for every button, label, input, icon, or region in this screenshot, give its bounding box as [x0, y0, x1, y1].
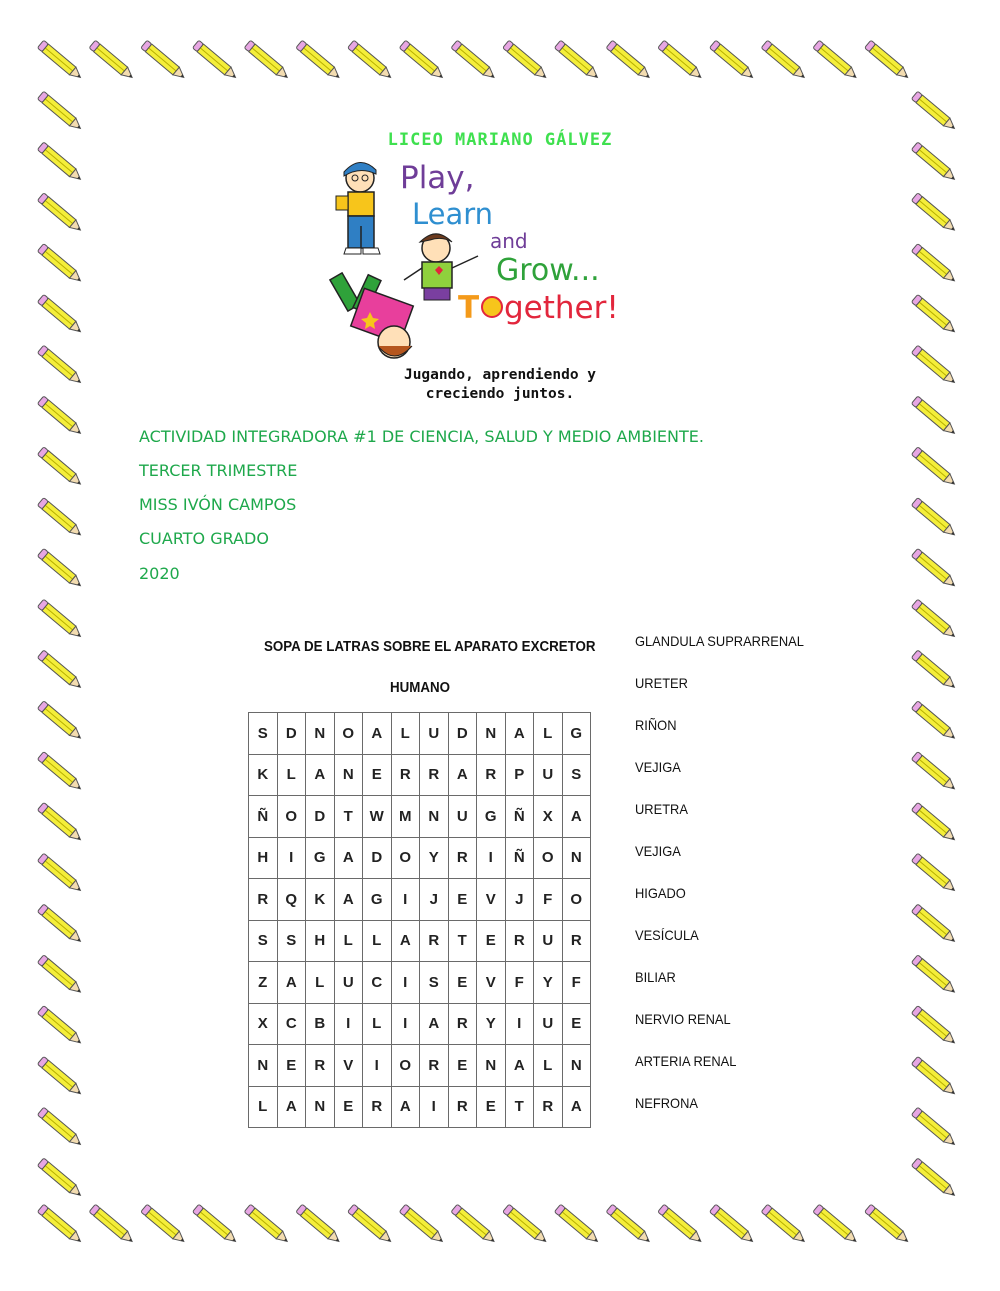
- grid-cell[interactable]: A: [334, 837, 363, 879]
- pencil-icon: [37, 1204, 83, 1245]
- grid-cell[interactable]: F: [562, 962, 591, 1004]
- pencil-icon: [399, 1204, 445, 1245]
- pencil-icon: [911, 802, 957, 843]
- grid-cell[interactable]: E: [448, 879, 477, 921]
- grid-cell[interactable]: C: [363, 962, 392, 1004]
- pencil-icon: [37, 853, 83, 894]
- grid-cell[interactable]: U: [448, 796, 477, 838]
- word-list-item: VEJIGA: [635, 843, 681, 859]
- word-list-item: BILIAR: [635, 969, 676, 985]
- pencil-icon: [911, 1006, 957, 1047]
- grid-cell[interactable]: I: [420, 1086, 449, 1128]
- grid-cell[interactable]: A: [505, 1045, 534, 1087]
- grid-cell[interactable]: E: [477, 920, 506, 962]
- grid-cell[interactable]: A: [448, 754, 477, 796]
- grid-cell[interactable]: R: [448, 1003, 477, 1045]
- grid-cell[interactable]: R: [306, 1045, 335, 1087]
- grid-cell[interactable]: E: [477, 1086, 506, 1128]
- pencil-icon: [606, 1204, 652, 1245]
- pencil-icon: [911, 650, 957, 691]
- pencil-icon: [451, 1204, 497, 1245]
- grid-row: [249, 837, 591, 879]
- grid-cell[interactable]: R: [534, 1086, 563, 1128]
- grid-cell[interactable]: D: [306, 796, 335, 838]
- grid-cell[interactable]: S: [249, 920, 278, 962]
- pencil-icon: [911, 498, 957, 539]
- pencil-icon: [911, 548, 957, 589]
- grid-cell[interactable]: R: [448, 837, 477, 879]
- grid-cell[interactable]: K: [249, 754, 278, 796]
- pencil-icon: [911, 294, 957, 335]
- grid-cell[interactable]: G: [562, 713, 591, 755]
- pencil-icon: [37, 1158, 83, 1199]
- logo-play: Play,: [400, 160, 475, 196]
- grid-cell[interactable]: A: [505, 713, 534, 755]
- grid-cell[interactable]: D: [363, 837, 392, 879]
- word-list: [635, 628, 819, 1132]
- school-name: LICEO MARIANO GÁLVEZ: [387, 130, 613, 150]
- pencil-icon: [658, 40, 704, 81]
- pencil-icon: [37, 752, 83, 793]
- grid-cell[interactable]: N: [306, 713, 335, 755]
- word-search-title: SOPA DE LATRAS SOBRE EL APARATO EXCRETOR: [264, 639, 596, 655]
- grid-cell[interactable]: E: [448, 1045, 477, 1087]
- grid-cell[interactable]: E: [334, 1086, 363, 1128]
- word-list-item: URETER: [635, 675, 688, 691]
- tagline-line-1: Jugando, aprendiendo y: [403, 367, 597, 383]
- pencil-icon: [658, 1204, 704, 1245]
- grid-cell[interactable]: R: [448, 1086, 477, 1128]
- pencil-icon: [761, 1204, 807, 1245]
- pencil-icon: [554, 40, 600, 81]
- grid-cell[interactable]: T: [448, 920, 477, 962]
- grid-cell[interactable]: U: [534, 920, 563, 962]
- pencil-icon: [192, 1204, 238, 1245]
- pencil-icon: [37, 802, 83, 843]
- pencil-icon: [606, 40, 652, 81]
- pencil-icon: [865, 1204, 911, 1245]
- grid-cell[interactable]: N: [306, 1086, 335, 1128]
- grid-cell[interactable]: W: [363, 796, 392, 838]
- grid-cell[interactable]: S: [420, 962, 449, 1004]
- grid-cell[interactable]: A: [420, 1003, 449, 1045]
- grid-cell[interactable]: L: [277, 754, 306, 796]
- logo-grow: Grow...: [496, 253, 600, 288]
- pencil-icon: [348, 1204, 394, 1245]
- grid-cell[interactable]: O: [334, 713, 363, 755]
- pencil-icon: [296, 1204, 342, 1245]
- pencil-icon: [244, 1204, 290, 1245]
- grid-cell[interactable]: H: [249, 837, 278, 879]
- pencil-icon: [865, 40, 911, 81]
- pencil-icon: [709, 1204, 755, 1245]
- grid-cell[interactable]: O: [391, 837, 420, 879]
- pencil-icon: [37, 498, 83, 539]
- logo-together: gether!: [504, 290, 619, 326]
- grid-cell[interactable]: C: [277, 1003, 306, 1045]
- pencil-icon: [244, 40, 290, 81]
- pencil-icon: [503, 40, 549, 81]
- grid-cell[interactable]: I: [334, 1003, 363, 1045]
- grid-cell[interactable]: N: [420, 796, 449, 838]
- grid-cell[interactable]: R: [477, 754, 506, 796]
- smiley-icon: [482, 297, 502, 317]
- grid-cell[interactable]: Ñ: [249, 796, 278, 838]
- grid-cell[interactable]: A: [391, 1086, 420, 1128]
- pencil-icon: [911, 193, 957, 234]
- grid-cell[interactable]: N: [562, 837, 591, 879]
- logo-learn: Learn: [412, 197, 494, 231]
- grid-cell[interactable]: U: [420, 713, 449, 755]
- grid-cell[interactable]: E: [277, 1045, 306, 1087]
- word-list-item: GLANDULA SUPRARRENAL: [635, 633, 804, 649]
- pencil-icon: [761, 40, 807, 81]
- pencil-icon: [709, 40, 755, 81]
- grid-cell[interactable]: R: [249, 879, 278, 921]
- grid-cell[interactable]: X: [249, 1003, 278, 1045]
- pencil-icon: [37, 599, 83, 640]
- pencil-icon: [192, 40, 238, 81]
- grid-cell[interactable]: N: [562, 1045, 591, 1087]
- grid-cell[interactable]: N: [477, 1045, 506, 1087]
- grid-cell[interactable]: D: [277, 713, 306, 755]
- teacher-name: MISS IVÓN CAMPOS: [139, 495, 297, 514]
- grid-cell[interactable]: O: [391, 1045, 420, 1087]
- pencil-icon: [141, 40, 187, 81]
- pencil-icon: [89, 40, 135, 81]
- tagline-line-2: creciendo juntos.: [425, 386, 575, 402]
- grid-cell[interactable]: L: [334, 920, 363, 962]
- grid-cell[interactable]: G: [477, 796, 506, 838]
- grid-cell[interactable]: G: [363, 879, 392, 921]
- pencil-icon: [37, 650, 83, 691]
- word-list-item: RIÑON: [635, 717, 677, 733]
- grid-cell[interactable]: T: [505, 1086, 534, 1128]
- grid-cell[interactable]: V: [334, 1045, 363, 1087]
- grid-cell[interactable]: S: [277, 920, 306, 962]
- grid-cell[interactable]: A: [334, 879, 363, 921]
- grid-cell[interactable]: M: [391, 796, 420, 838]
- grid-cell[interactable]: L: [363, 1003, 392, 1045]
- grid-cell[interactable]: J: [505, 879, 534, 921]
- grid-cell[interactable]: A: [306, 754, 335, 796]
- logo-together-t: T: [458, 290, 480, 326]
- grid-cell[interactable]: L: [249, 1086, 278, 1128]
- pencil-icon: [911, 1107, 957, 1148]
- grid-cell[interactable]: L: [306, 962, 335, 1004]
- grid-cell[interactable]: E: [363, 754, 392, 796]
- grid-cell[interactable]: V: [477, 879, 506, 921]
- grid-cell[interactable]: F: [505, 962, 534, 1004]
- grid-cell[interactable]: E: [562, 1003, 591, 1045]
- grid-cell[interactable]: O: [562, 879, 591, 921]
- grid-cell[interactable]: O: [534, 837, 563, 879]
- grid-cell[interactable]: S: [249, 713, 278, 755]
- grid-row: [249, 1086, 591, 1128]
- play-learn-grow-logo: [318, 156, 668, 361]
- grid-cell[interactable]: X: [534, 796, 563, 838]
- grid-cell[interactable]: Q: [277, 879, 306, 921]
- word-list-item: HIGADO: [635, 885, 686, 901]
- grid-cell[interactable]: A: [562, 1086, 591, 1128]
- term-label: TERCER TRIMESTRE: [139, 461, 298, 480]
- grid-row: [249, 879, 591, 921]
- grade-label: CUARTO GRADO: [139, 529, 269, 548]
- grid-cell[interactable]: R: [391, 754, 420, 796]
- grid-cell[interactable]: R: [505, 920, 534, 962]
- grid-cell[interactable]: R: [420, 754, 449, 796]
- grid-cell[interactable]: Y: [477, 1003, 506, 1045]
- pencil-icon: [911, 244, 957, 285]
- pencil-icon: [813, 1204, 859, 1245]
- pencil-icon: [911, 1158, 957, 1199]
- grid-row: [249, 754, 591, 796]
- grid-cell[interactable]: L: [534, 1045, 563, 1087]
- pencil-icon: [911, 91, 957, 132]
- pencil-icon: [503, 1204, 549, 1245]
- grid-cell[interactable]: I: [391, 1003, 420, 1045]
- pencil-icon: [554, 1204, 600, 1245]
- word-search-grid: [248, 712, 591, 1128]
- grid-cell[interactable]: I: [391, 879, 420, 921]
- pencil-icon: [911, 955, 957, 996]
- grid-cell[interactable]: J: [420, 879, 449, 921]
- pencil-icon: [911, 447, 957, 488]
- word-list-item: VEJIGA: [635, 759, 681, 775]
- word-list-item: URETRA: [635, 801, 688, 817]
- grid-cell[interactable]: A: [391, 920, 420, 962]
- pencil-icon: [37, 955, 83, 996]
- grid-cell[interactable]: Ñ: [505, 796, 534, 838]
- grid-cell[interactable]: R: [363, 1086, 392, 1128]
- pencil-icon: [37, 193, 83, 234]
- pencil-icon: [37, 91, 83, 132]
- word-list-item: NERVIO RENAL: [635, 1011, 731, 1027]
- pencil-icon: [911, 904, 957, 945]
- grid-cell[interactable]: I: [505, 1003, 534, 1045]
- grid-cell[interactable]: O: [277, 796, 306, 838]
- pencil-icon: [348, 40, 394, 81]
- pencil-icon: [911, 1056, 957, 1097]
- grid-cell[interactable]: R: [420, 1045, 449, 1087]
- word-list-item: VESÍCULA: [635, 927, 699, 943]
- grid-row: [249, 796, 591, 838]
- grid-cell[interactable]: A: [562, 796, 591, 838]
- pencil-icon: [37, 294, 83, 335]
- grid-cell[interactable]: N: [249, 1045, 278, 1087]
- pencil-icon: [911, 701, 957, 742]
- pencil-icon: [911, 599, 957, 640]
- grid-cell[interactable]: R: [420, 920, 449, 962]
- grid-cell[interactable]: A: [277, 1086, 306, 1128]
- pencil-icon: [89, 1204, 135, 1245]
- grid-cell[interactable]: A: [363, 713, 392, 755]
- activity-title: ACTIVIDAD INTEGRADORA #1 DE CIENCIA, SALUD Y MEDIO AMBIENTE.: [139, 427, 704, 446]
- pencil-icon: [37, 1107, 83, 1148]
- pencil-icon: [37, 701, 83, 742]
- logo-and: and: [490, 229, 528, 253]
- grid-cell[interactable]: B: [306, 1003, 335, 1045]
- grid-cell[interactable]: Y: [534, 962, 563, 1004]
- grid-row: [249, 1045, 591, 1087]
- grid-cell[interactable]: Ñ: [505, 837, 534, 879]
- pencil-icon: [37, 548, 83, 589]
- pencil-icon: [37, 1006, 83, 1047]
- grid-cell[interactable]: Y: [420, 837, 449, 879]
- pencil-icon: [37, 40, 83, 81]
- grid-row: [249, 713, 591, 755]
- word-list-item: ARTERIA RENAL: [635, 1053, 737, 1069]
- grid-cell[interactable]: I: [391, 962, 420, 1004]
- grid-cell[interactable]: G: [306, 837, 335, 879]
- pencil-icon: [296, 40, 342, 81]
- grid-cell[interactable]: A: [277, 962, 306, 1004]
- grid-cell[interactable]: U: [534, 754, 563, 796]
- grid-cell[interactable]: P: [505, 754, 534, 796]
- pencil-icon: [911, 752, 957, 793]
- grid-cell[interactable]: U: [334, 962, 363, 1004]
- grid-cell[interactable]: I: [277, 837, 306, 879]
- grid-row: [249, 962, 591, 1004]
- grid-cell[interactable]: L: [534, 713, 563, 755]
- pencil-icon: [911, 853, 957, 894]
- grid-cell[interactable]: V: [477, 962, 506, 1004]
- grid-cell[interactable]: L: [391, 713, 420, 755]
- pencil-icon: [451, 40, 497, 81]
- pencil-icon: [399, 40, 445, 81]
- grid-row: [249, 1003, 591, 1045]
- school-tagline: [0, 366, 1000, 404]
- pencil-icon: [141, 1204, 187, 1245]
- grid-cell[interactable]: F: [534, 879, 563, 921]
- grid-cell[interactable]: R: [562, 920, 591, 962]
- grid-cell[interactable]: K: [306, 879, 335, 921]
- grid-cell[interactable]: I: [363, 1045, 392, 1087]
- word-list-item: NEFRONA: [635, 1095, 698, 1111]
- grid-cell[interactable]: T: [334, 796, 363, 838]
- grid-cell[interactable]: U: [534, 1003, 563, 1045]
- grid-cell[interactable]: S: [562, 754, 591, 796]
- grid-cell[interactable]: H: [306, 920, 335, 962]
- grid-cell[interactable]: Z: [249, 962, 278, 1004]
- grid-cell[interactable]: D: [448, 713, 477, 755]
- pencil-icon: [37, 1056, 83, 1097]
- grid-cell[interactable]: N: [334, 754, 363, 796]
- grid-cell[interactable]: I: [477, 837, 506, 879]
- pencil-icon: [37, 447, 83, 488]
- grid-cell[interactable]: E: [448, 962, 477, 1004]
- grid-cell[interactable]: N: [477, 713, 506, 755]
- pencil-icon: [813, 40, 859, 81]
- pencil-icon: [37, 904, 83, 945]
- pencil-icon: [37, 244, 83, 285]
- grid-row: [249, 920, 591, 962]
- year-label: 2020: [139, 564, 180, 583]
- word-search-title-2: HUMANO: [390, 680, 451, 696]
- grid-cell[interactable]: L: [363, 920, 392, 962]
